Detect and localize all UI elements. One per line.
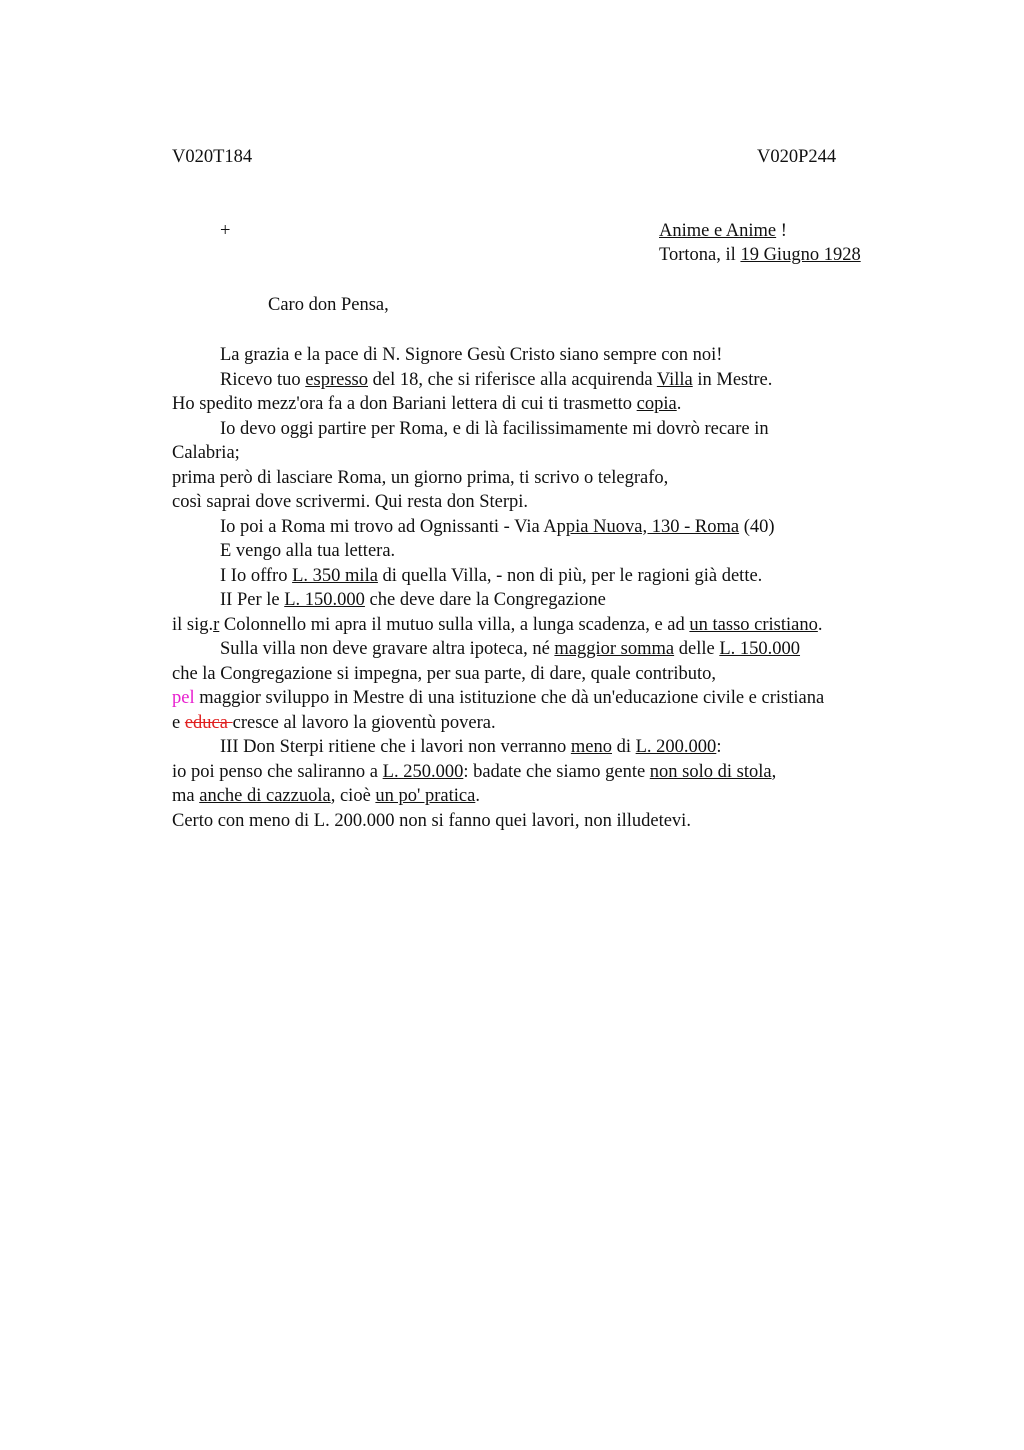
- body-line: prima però di lasciare Roma, un giorno prima, ti scrivo o telegrafo,: [172, 467, 669, 488]
- body-line: [172, 613, 822, 638]
- underlined-text: L. 350 mila: [292, 565, 378, 586]
- text-run: , cioè: [330, 786, 376, 806]
- text-run: (40): [739, 516, 775, 537]
- body-line: La grazia e la pace di N. Signore Gesù Cristo siano sempre con noi!: [220, 345, 723, 365]
- body-line: [220, 368, 772, 393]
- underlined-text: un po' pratica: [375, 786, 476, 806]
- dateline-prefix: Tortona, il: [659, 245, 741, 265]
- text-run: .: [817, 614, 823, 635]
- text-run: : badate che siamo gente: [463, 761, 650, 782]
- body-line: [172, 760, 776, 785]
- cross-symbol: +: [220, 221, 231, 241]
- body-line: [220, 515, 775, 540]
- underlined-text: maggior somma: [554, 639, 675, 659]
- text-run: il sig.: [172, 614, 214, 635]
- underlined-text: non solo di stola: [649, 761, 772, 782]
- motto-mark: !: [776, 221, 787, 241]
- underlined-text: meno: [570, 737, 612, 757]
- dateline: [659, 245, 861, 266]
- body-line: così saprai dove scrivermi. Qui resta don Sterpi.: [172, 492, 529, 512]
- body-line: Calabria;: [172, 443, 240, 463]
- text-run: Ho spedito mezz'ora fa a don Bariani lettera di cui ti trasmetto: [172, 394, 637, 414]
- underlined-text: pia Nuova, 130 - Roma: [565, 516, 740, 537]
- underlined-text: L. 250.000: [382, 761, 464, 782]
- text-run: di: [611, 737, 636, 757]
- text-run: Ricevo tuo: [220, 369, 306, 390]
- text-run: III Don Sterpi ritiene che i lavori non verranno: [220, 737, 571, 757]
- underlined-text: anche di cazzuola: [199, 786, 331, 806]
- underlined-text: L. 150.000: [719, 639, 801, 659]
- underlined-text: Villa: [656, 369, 693, 390]
- underlined-text: L. 150.000: [284, 590, 365, 610]
- text-run: delle: [674, 639, 720, 659]
- text-run: che deve dare la Congregazione: [364, 590, 606, 610]
- text-run: del 18, che si riferisce alla acquirenda: [367, 369, 657, 390]
- body-line: [172, 686, 824, 711]
- body-line: [220, 637, 800, 662]
- text-run: ,: [771, 761, 777, 782]
- body-line: [172, 711, 496, 736]
- text-run: in Mestre.: [692, 369, 773, 390]
- text-run: di quella Villa, - non di più, per le ragioni già dette.: [377, 565, 763, 586]
- document-code-right: V020P244: [757, 147, 837, 167]
- text-run: .: [475, 786, 480, 806]
- inserted-word: pel: [172, 688, 195, 708]
- body-line: [220, 588, 606, 613]
- text-run: Io poi a Roma mi trovo ad Ognissanti - Via Ap: [220, 516, 566, 537]
- body-line: Io devo oggi partire per Roma, e di là facilissimamente mi dovrò recare in: [220, 418, 769, 439]
- body-line: E vengo alla tua lettera.: [220, 541, 396, 561]
- body-line: [172, 784, 480, 809]
- body-line: [220, 564, 762, 589]
- motto: [659, 221, 787, 242]
- body-line: [172, 392, 681, 417]
- letter-date: 19 Giugno 1928: [740, 245, 861, 265]
- struck-word: educa: [184, 712, 233, 733]
- underlined-text: L. 200.000: [635, 737, 717, 757]
- underlined-text: copia: [636, 394, 677, 414]
- text-run: ma: [172, 786, 200, 806]
- underlined-text: r: [213, 614, 220, 635]
- underlined-text: espresso: [305, 369, 368, 390]
- text-run: io poi penso che saliranno a: [172, 761, 383, 782]
- text-run: cresce al lavoro la gioventù povera.: [232, 712, 496, 733]
- text-run: .: [676, 394, 682, 414]
- text-run: :: [716, 737, 722, 757]
- underlined-text: un tasso cristiano: [689, 614, 818, 635]
- body-line: Certo con meno di L. 200.000 non si fanno quei lavori, non illudetevi.: [172, 810, 691, 831]
- salutation: Caro don Pensa,: [268, 295, 389, 315]
- text-run: Sulla villa non deve gravare altra ipoteca, né: [220, 639, 555, 659]
- text-run: maggior sviluppo in Mestre di una istituzione che dà un'educazione civile e cristiana: [194, 688, 825, 708]
- document-code-left: V020T184: [172, 147, 253, 167]
- body-line: [220, 735, 721, 760]
- text-run: I Io offro: [220, 565, 293, 586]
- text-run: Colonnello mi apra il mutuo sulla villa, a lunga scadenza, e ad: [219, 614, 690, 635]
- text-run: II Per le: [220, 590, 285, 610]
- text-run: e: [172, 712, 185, 733]
- motto-text: Anime e Anime: [659, 221, 777, 241]
- body-line: che la Congregazione si impegna, per sua parte, di dare, quale contributo,: [172, 663, 717, 684]
